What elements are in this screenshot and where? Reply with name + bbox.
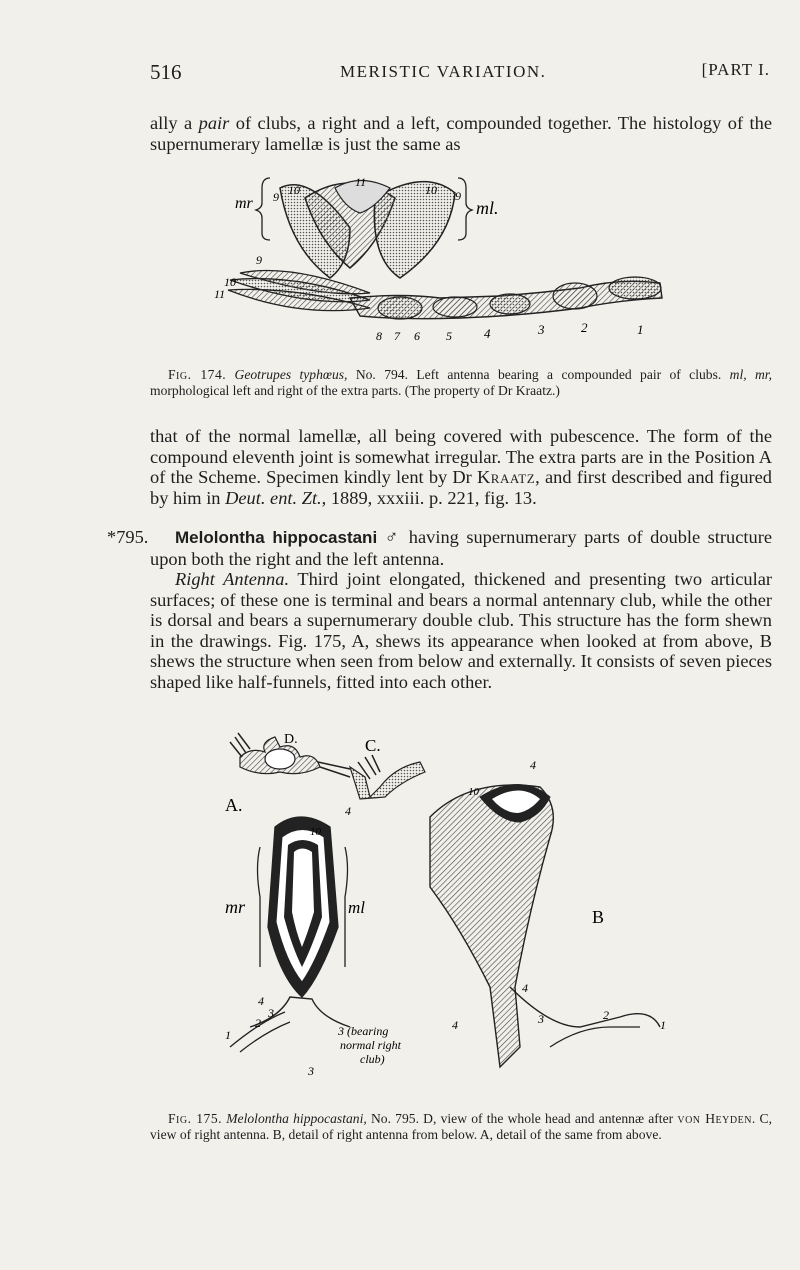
mr-bracket	[256, 178, 270, 240]
page-number: 516	[150, 60, 182, 84]
figure-174-antenna	[200, 168, 670, 348]
right-antenna-heading: Right Antenna.	[175, 569, 290, 589]
label-1: 1	[660, 1018, 666, 1032]
paragraph-continuation: ally a pair of clubs, a right and a left, compounded together. The histology of the supernumerary lamellæ is just the same as	[150, 113, 772, 154]
view-d-head	[230, 732, 350, 777]
label-bearing-3: club)	[360, 1052, 385, 1066]
label-1: 1	[225, 1028, 231, 1042]
italic-pair: pair	[198, 113, 230, 133]
species-heading: Melolontha hippocastani	[175, 528, 378, 547]
label-10: 10	[468, 786, 479, 798]
label-4: 4	[345, 804, 351, 818]
figure-175-antenna	[220, 727, 675, 1087]
running-title: MERISTIC VARIATION.	[340, 62, 547, 81]
label-11: 11	[355, 175, 367, 189]
label-2: 2	[581, 320, 588, 335]
label-4: 4	[522, 981, 528, 995]
paragraph-3: Melolontha hippocastani ♂ having supernumerary parts of double structure upon both the right and the left antenna.	[150, 527, 772, 569]
label-10: 10	[288, 183, 300, 197]
label-1: 1	[637, 322, 644, 337]
label-4: 4	[258, 994, 264, 1008]
joint-segment	[609, 277, 661, 299]
label-d: D.	[284, 732, 298, 747]
label-bearing-2: normal right	[340, 1038, 402, 1052]
label-mr: mr	[235, 195, 253, 212]
club-lamella-right	[374, 182, 455, 278]
label-3: 3	[538, 1012, 544, 1026]
label-bearing-1: 3 (bearing	[338, 1024, 389, 1038]
male-symbol: ♂	[384, 527, 402, 547]
label-3: 3	[268, 1006, 274, 1020]
label-ml: ml	[348, 898, 365, 917]
section-number: *795.	[107, 527, 149, 547]
label-5: 5	[446, 329, 452, 343]
label-b: B	[592, 907, 605, 927]
label-9: 9	[273, 190, 279, 204]
label-7: 7	[394, 329, 400, 343]
label-3: 3	[538, 322, 545, 337]
joint-segment	[553, 283, 597, 309]
label-10: 10	[224, 275, 236, 289]
paragraph-4: Right Antenna. Third joint elongated, thickened and presenting two articular surfaces; of these one is terminal and bears a normal antennary club, while the other is dorsal and bears a supernumerary double club. This structure has the form shewn in the drawings. Fig. 175, A, shews its appearance when looked at from above, B shews the structure when seen from below and externally. It consists of seven pieces shaped like half-funnels, fitted into each other.	[150, 569, 773, 692]
label-9: 9	[256, 253, 262, 267]
label-10: 10	[425, 183, 437, 197]
label-4: 4	[530, 758, 536, 772]
view-c-antenna	[350, 736, 425, 799]
ml-bracket	[458, 178, 472, 240]
label-8: 8	[376, 329, 382, 343]
label-2: 2	[603, 1008, 609, 1022]
part-label: [PART I.	[701, 60, 770, 79]
figure-174-caption: Fig. 174. Geotrupes typhœus, No. 794. Left antenna bearing a compounded pair of clubs. ml, mr, morphological left and right of the extra parts. (The property of Dr Kraatz.)	[150, 366, 772, 398]
label-9: 9	[455, 189, 461, 203]
label-a: A.	[225, 795, 243, 815]
label-6: 6	[414, 329, 420, 343]
label-4: 4	[452, 1018, 458, 1032]
label-2: 2	[255, 1016, 261, 1030]
label-c: C.	[365, 736, 381, 755]
label-ml: ml.	[476, 198, 499, 218]
joint-segment	[433, 297, 477, 317]
label-3: 3	[308, 1064, 314, 1078]
figure-175-caption: Fig. 175. Melolontha hippocastani, No. 795. D, view of the whole head and antennæ after von Heyden. C, view of right antenna. B, detail of right antenna from below. A, detail of the same from above.	[150, 1110, 772, 1142]
view-a-from-above	[225, 795, 402, 1078]
label-4: 4	[484, 326, 491, 341]
view-b-from-below	[430, 758, 666, 1067]
joint-segment	[490, 294, 530, 314]
label-mr: mr	[225, 897, 246, 917]
running-header	[150, 60, 770, 90]
label-11: 11	[214, 287, 226, 301]
joint-segment	[378, 297, 422, 319]
label-10: 10	[310, 826, 321, 838]
paragraph-2: that of the normal lamellæ, all being covered with pubescence. The form of the compound eleventh joint is somewhat irregular. The extra parts are in the Position A of the Scheme. Specimen kindly lent by Dr Kraatz, and first described and figured by him in Deut. ent. Zt., 1889, xxxiii. p. 221, fig. 13.	[150, 426, 773, 508]
